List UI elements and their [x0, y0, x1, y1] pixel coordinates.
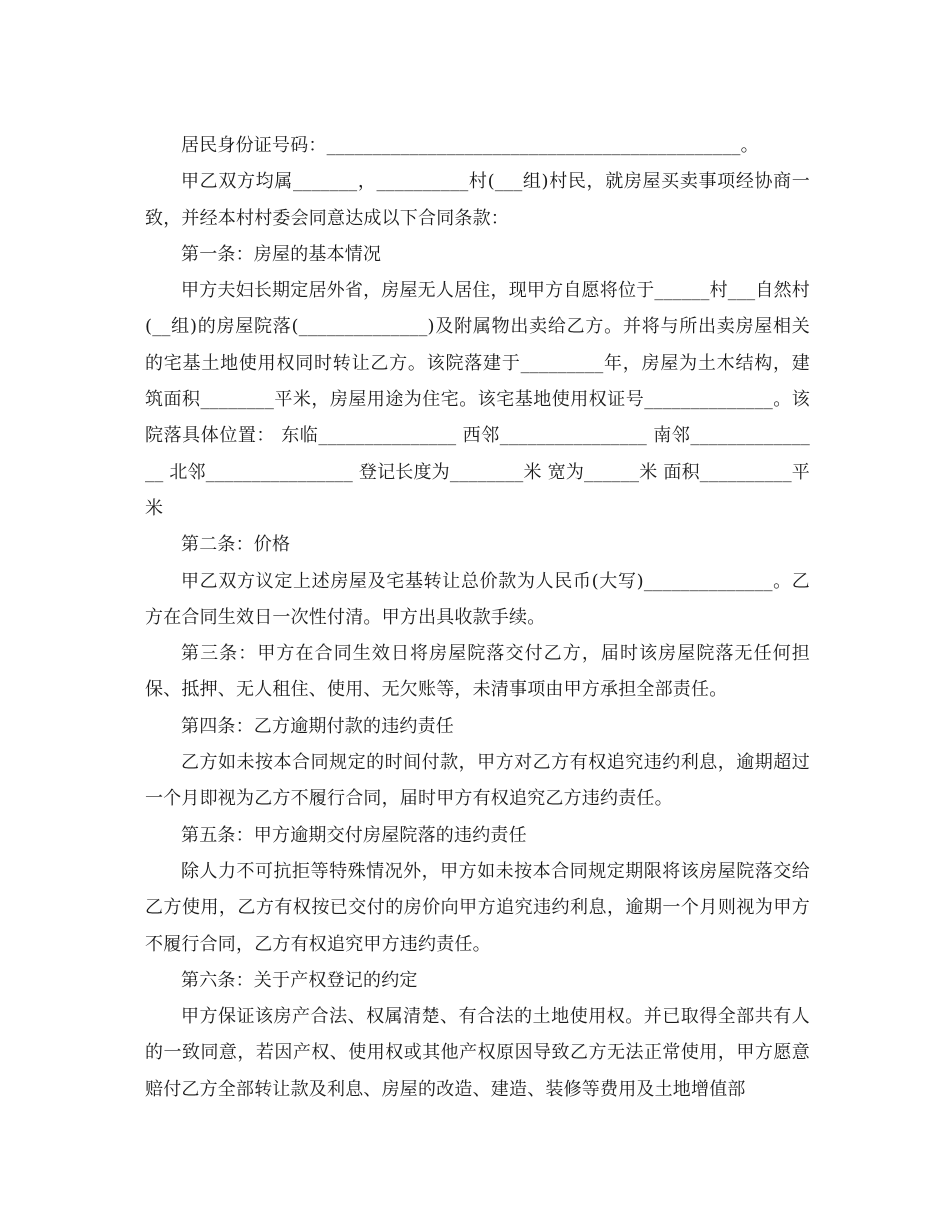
article-6-heading: 第六条：关于产权登记的约定: [181, 969, 418, 991]
id-number-line: 居民身份证号码：_____________________________________________。: [181, 135, 759, 156]
contract-body: [145, 128, 810, 1108]
article-1-body: 甲方夫妇长期定居外省，房屋无人居住，现甲方自愿将位于______村___自然村(__组)的房屋院落(______________)及附属物出卖给乙方。并将与所出卖房屋相关的宅基土地使用权同时转让乙方。该院落建于_________年，房屋为土木结构，建筑面积________平米，房屋用途为住宅。该宅基地使用权证号______________。该院落具体位置： 东临_______________ 西邻________________ 南邻_______________ 北邻________________ 登记长度为________米 宽为______米 面积__________平米: [145, 280, 810, 519]
article-2-heading: 第二条：价格: [181, 534, 291, 556]
article-2-body: 甲乙双方议定上述房屋及宅基转让总价款为人民币(大写)______________。乙方在合同生效日一次性付清。甲方出具收款手续。: [145, 570, 810, 628]
article-6-body: 甲方保证该房产合法、权属清楚、有合法的土地使用权。并已取得全部共有人的一致同意，若因产权、使用权或其他产权原因导致乙方无法正常使用，甲方愿意赔付乙方全部转让款及利息、房屋的改造、建造、装修等费用及土地增值部: [145, 1006, 810, 1100]
parties-intro-paragraph: 甲乙双方均属_______，__________村(___组)村民，就房屋买卖事项经协商一致，并经本村村委会同意达成以下合同条款：: [145, 171, 810, 229]
article-5-heading: 第五条：甲方逾期交付房屋院落的违约责任: [181, 824, 527, 846]
article-3-paragraph: 第三条：甲方在合同生效日将房屋院落交付乙方，届时该房屋院落无任何担保、抵押、无人租住、使用、无欠账等，未清事项由甲方承担全部责任。: [145, 643, 810, 701]
article-5-body: 除人力不可抗拒等特殊情况外，甲方如未按本合同规定期限将该房屋院落交给乙方使用，乙方有权按已交付的房价向甲方追究违约利息，逾期一个月则视为甲方不履行合同，乙方有权追究甲方违约责任。: [145, 860, 810, 955]
article-4-heading: 第四条：乙方逾期付款的违约责任: [181, 715, 454, 737]
article-1-heading: 第一条：房屋的基本情况: [181, 243, 382, 265]
article-4-body: 乙方如未按本合同规定的时间付款，甲方对乙方有权追究违约利息，逾期超过一个月即视为乙方不履行合同，届时甲方有权追究乙方违约责任。: [145, 752, 810, 810]
